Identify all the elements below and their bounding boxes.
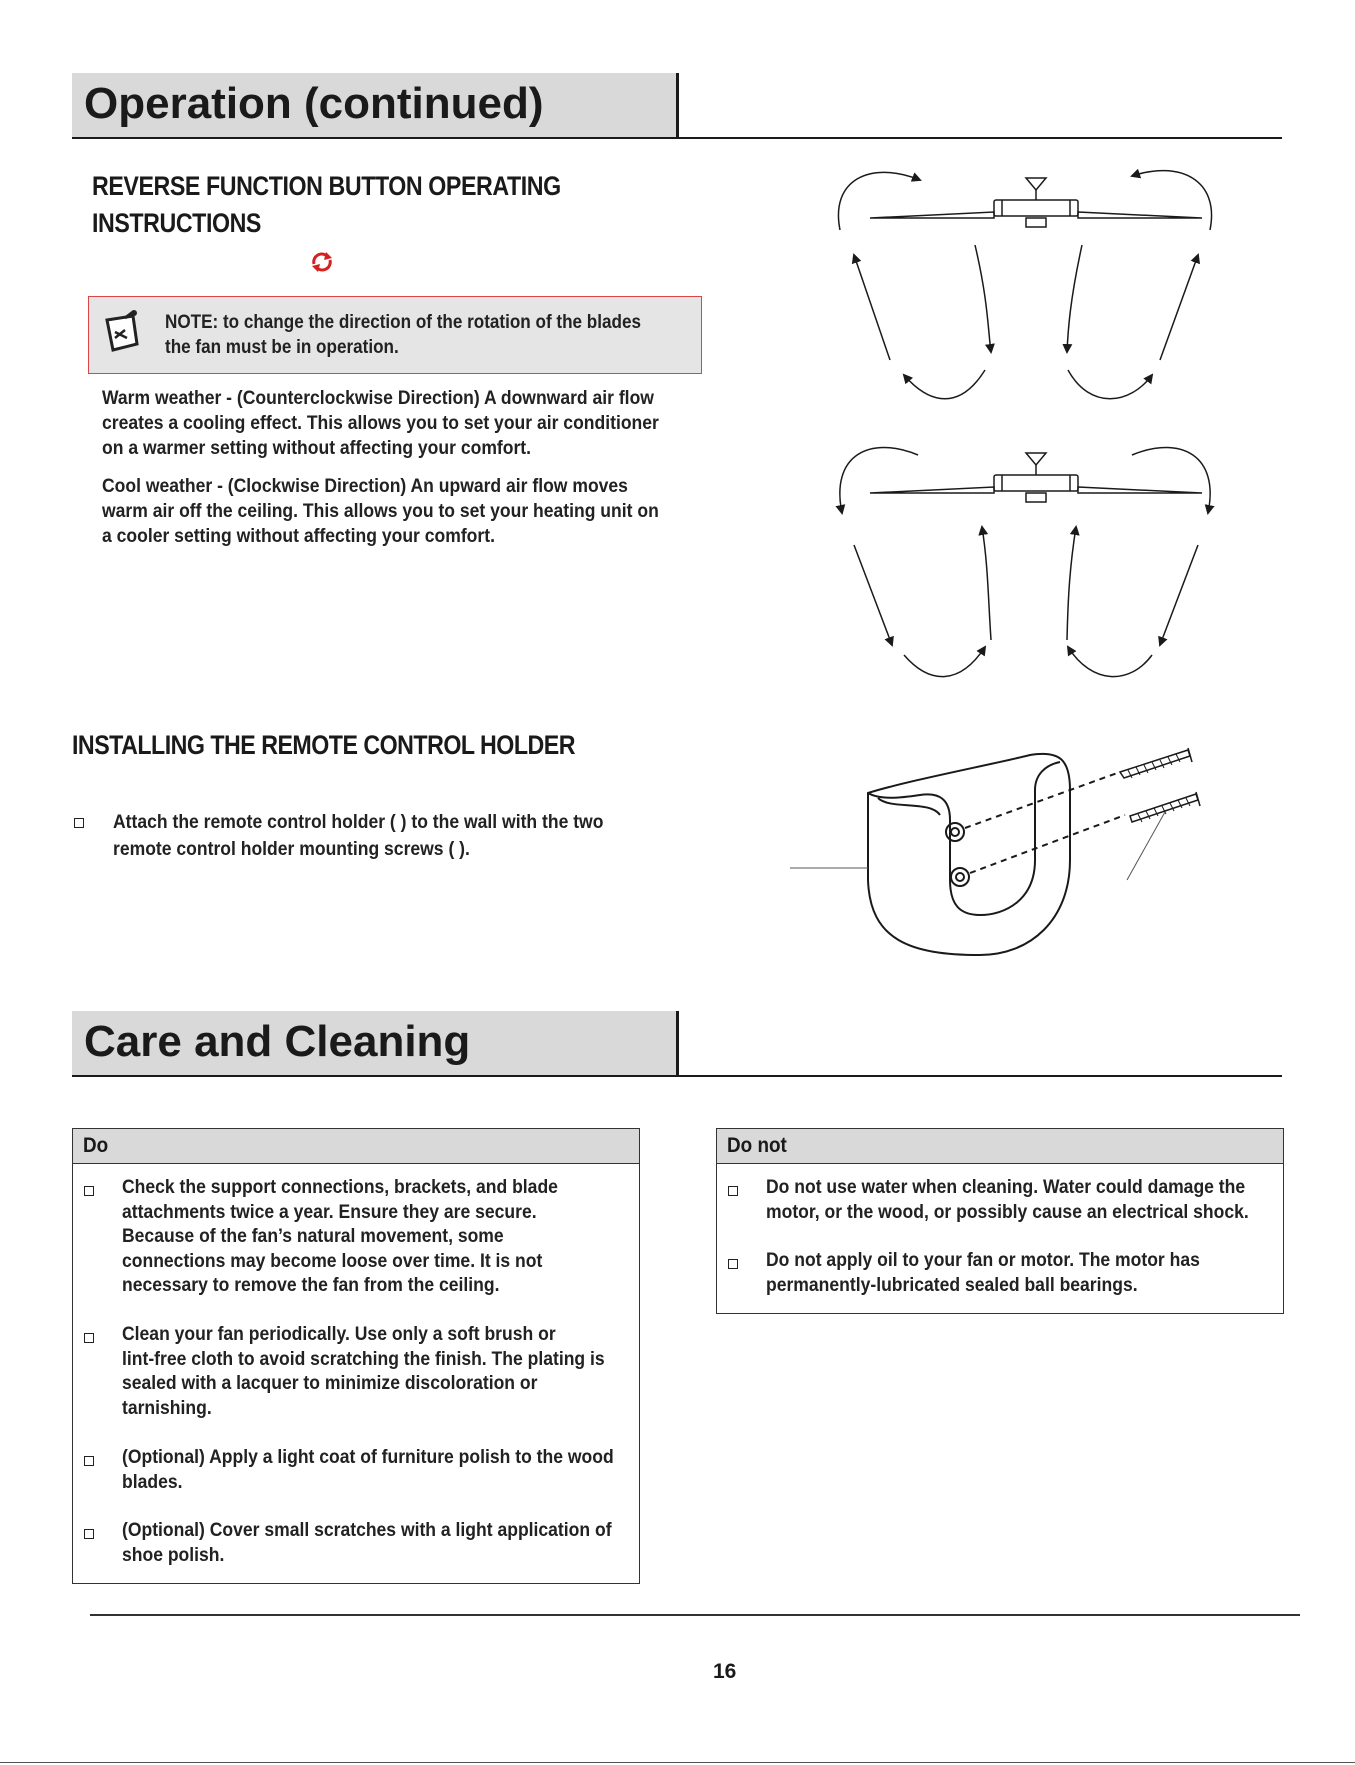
paragraph-line: creates a cooling effect. This allows you to set your air conditioner <box>102 412 659 434</box>
care-section-header <box>72 1011 1282 1079</box>
paragraph-line: remote control holder mounting screws ( ). <box>113 838 470 860</box>
item-line: sealed with a lacquer to minimize discoloration or <box>122 1372 538 1394</box>
fan-counterclockwise <box>838 171 1211 399</box>
header-rule <box>72 137 1282 139</box>
do-heading: Do <box>83 1134 109 1157</box>
remote-holder-heading: INSTALLING THE REMOTE CONTROL HOLDER <box>72 730 576 760</box>
item-line: tarnishing. <box>122 1396 212 1419</box>
header-divider <box>676 1011 679 1077</box>
footer-rule <box>90 1614 1300 1616</box>
section-title: Care and Cleaning <box>84 1017 471 1066</box>
operation-section-header <box>72 73 1282 141</box>
item-line: Do not use water when cleaning. Water could damage the <box>766 1176 1246 1198</box>
item-line: permanently-lubricated sealed ball bearings. <box>766 1273 1138 1296</box>
do-item <box>122 1518 612 1567</box>
page-title: Operation (continued) <box>84 79 544 128</box>
do-not-item-checkbox <box>728 1186 738 1196</box>
paragraph-line: Cool weather - (Clockwise Direction) An upward air flow moves <box>102 475 628 497</box>
item-line: Do not apply oil to your fan or motor. The motor has <box>766 1249 1200 1271</box>
do-not-heading: Do not <box>727 1134 787 1157</box>
paragraph-line: warm air off the ceiling. This allows you to set your heating unit on <box>102 500 659 522</box>
fan-clockwise <box>840 447 1210 676</box>
remote-holder-illustration <box>790 720 1210 990</box>
do-item-checkbox <box>84 1333 94 1343</box>
note-line1: to change the direction of the rotation of the blades <box>218 312 641 333</box>
note-text <box>165 310 641 360</box>
item-line: lint-free cloth to avoid scratching the finish. The plating is <box>122 1347 605 1370</box>
note-label: NOTE: <box>165 312 219 333</box>
do-item-checkbox <box>84 1186 94 1196</box>
note-pin-icon <box>103 310 145 356</box>
item-line: (Optional) Apply a light coat of furniture polish to the wood <box>122 1446 614 1468</box>
reverse-heading-line1: REVERSE FUNCTION BUTTON OPERATING <box>92 171 561 201</box>
bottom-rule <box>0 1762 1355 1763</box>
do-item <box>122 1445 614 1494</box>
item-line: Because of the fan’s natural movement, some <box>122 1225 504 1247</box>
paragraph-line: Attach the remote control holder ( ) to the wall with the two <box>113 811 604 833</box>
reverse-icon <box>308 251 336 273</box>
do-not-box-header <box>717 1129 1283 1164</box>
note-box <box>88 296 702 374</box>
do-not-item <box>766 1248 1200 1297</box>
fan-airflow-diagram <box>830 160 1230 690</box>
item-line: necessary to remove the fan from the ceiling. <box>122 1274 500 1296</box>
do-not-box <box>716 1128 1284 1314</box>
item-line: Clean your fan periodically. Use only a soft brush or <box>122 1323 556 1345</box>
do-not-item-checkbox <box>728 1259 738 1269</box>
warm-weather-paragraph <box>102 386 659 461</box>
item-line: connections may become loose over time. It is not <box>122 1249 543 1272</box>
page-number: 16 <box>713 1660 737 1683</box>
item-line: shoe polish. <box>122 1543 225 1566</box>
do-box <box>72 1128 640 1584</box>
do-item <box>122 1322 605 1420</box>
item-line: Check the support connections, brackets, and blade <box>122 1176 558 1198</box>
reverse-heading-line2: INSTRUCTIONS <box>92 208 261 238</box>
item-line: blades. <box>122 1470 183 1493</box>
step-checkbox <box>74 818 84 828</box>
paragraph-line: Warm weather - (Counterclockwise Direction) A downward air flow <box>102 387 654 409</box>
do-item-checkbox <box>84 1456 94 1466</box>
item-line: (Optional) Cover small scratches with a light application of <box>122 1519 612 1541</box>
header-divider <box>676 73 679 139</box>
paragraph-line: a cooler setting without affecting your comfort. <box>102 525 495 547</box>
do-not-item <box>766 1175 1249 1224</box>
header-rule <box>72 1075 1282 1077</box>
note-line2: the fan must be in operation. <box>165 337 399 358</box>
paragraph-line: on a warmer setting without affecting your comfort. <box>102 437 532 459</box>
cool-weather-paragraph <box>102 474 659 549</box>
do-item <box>122 1175 558 1298</box>
remote-holder-step <box>113 809 603 863</box>
do-box-header <box>73 1129 639 1164</box>
do-item-checkbox <box>84 1529 94 1539</box>
item-line: motor, or the wood, or possibly cause an electrical shock. <box>766 1200 1249 1223</box>
item-line: attachments twice a year. Ensure they are secure. <box>122 1200 537 1223</box>
